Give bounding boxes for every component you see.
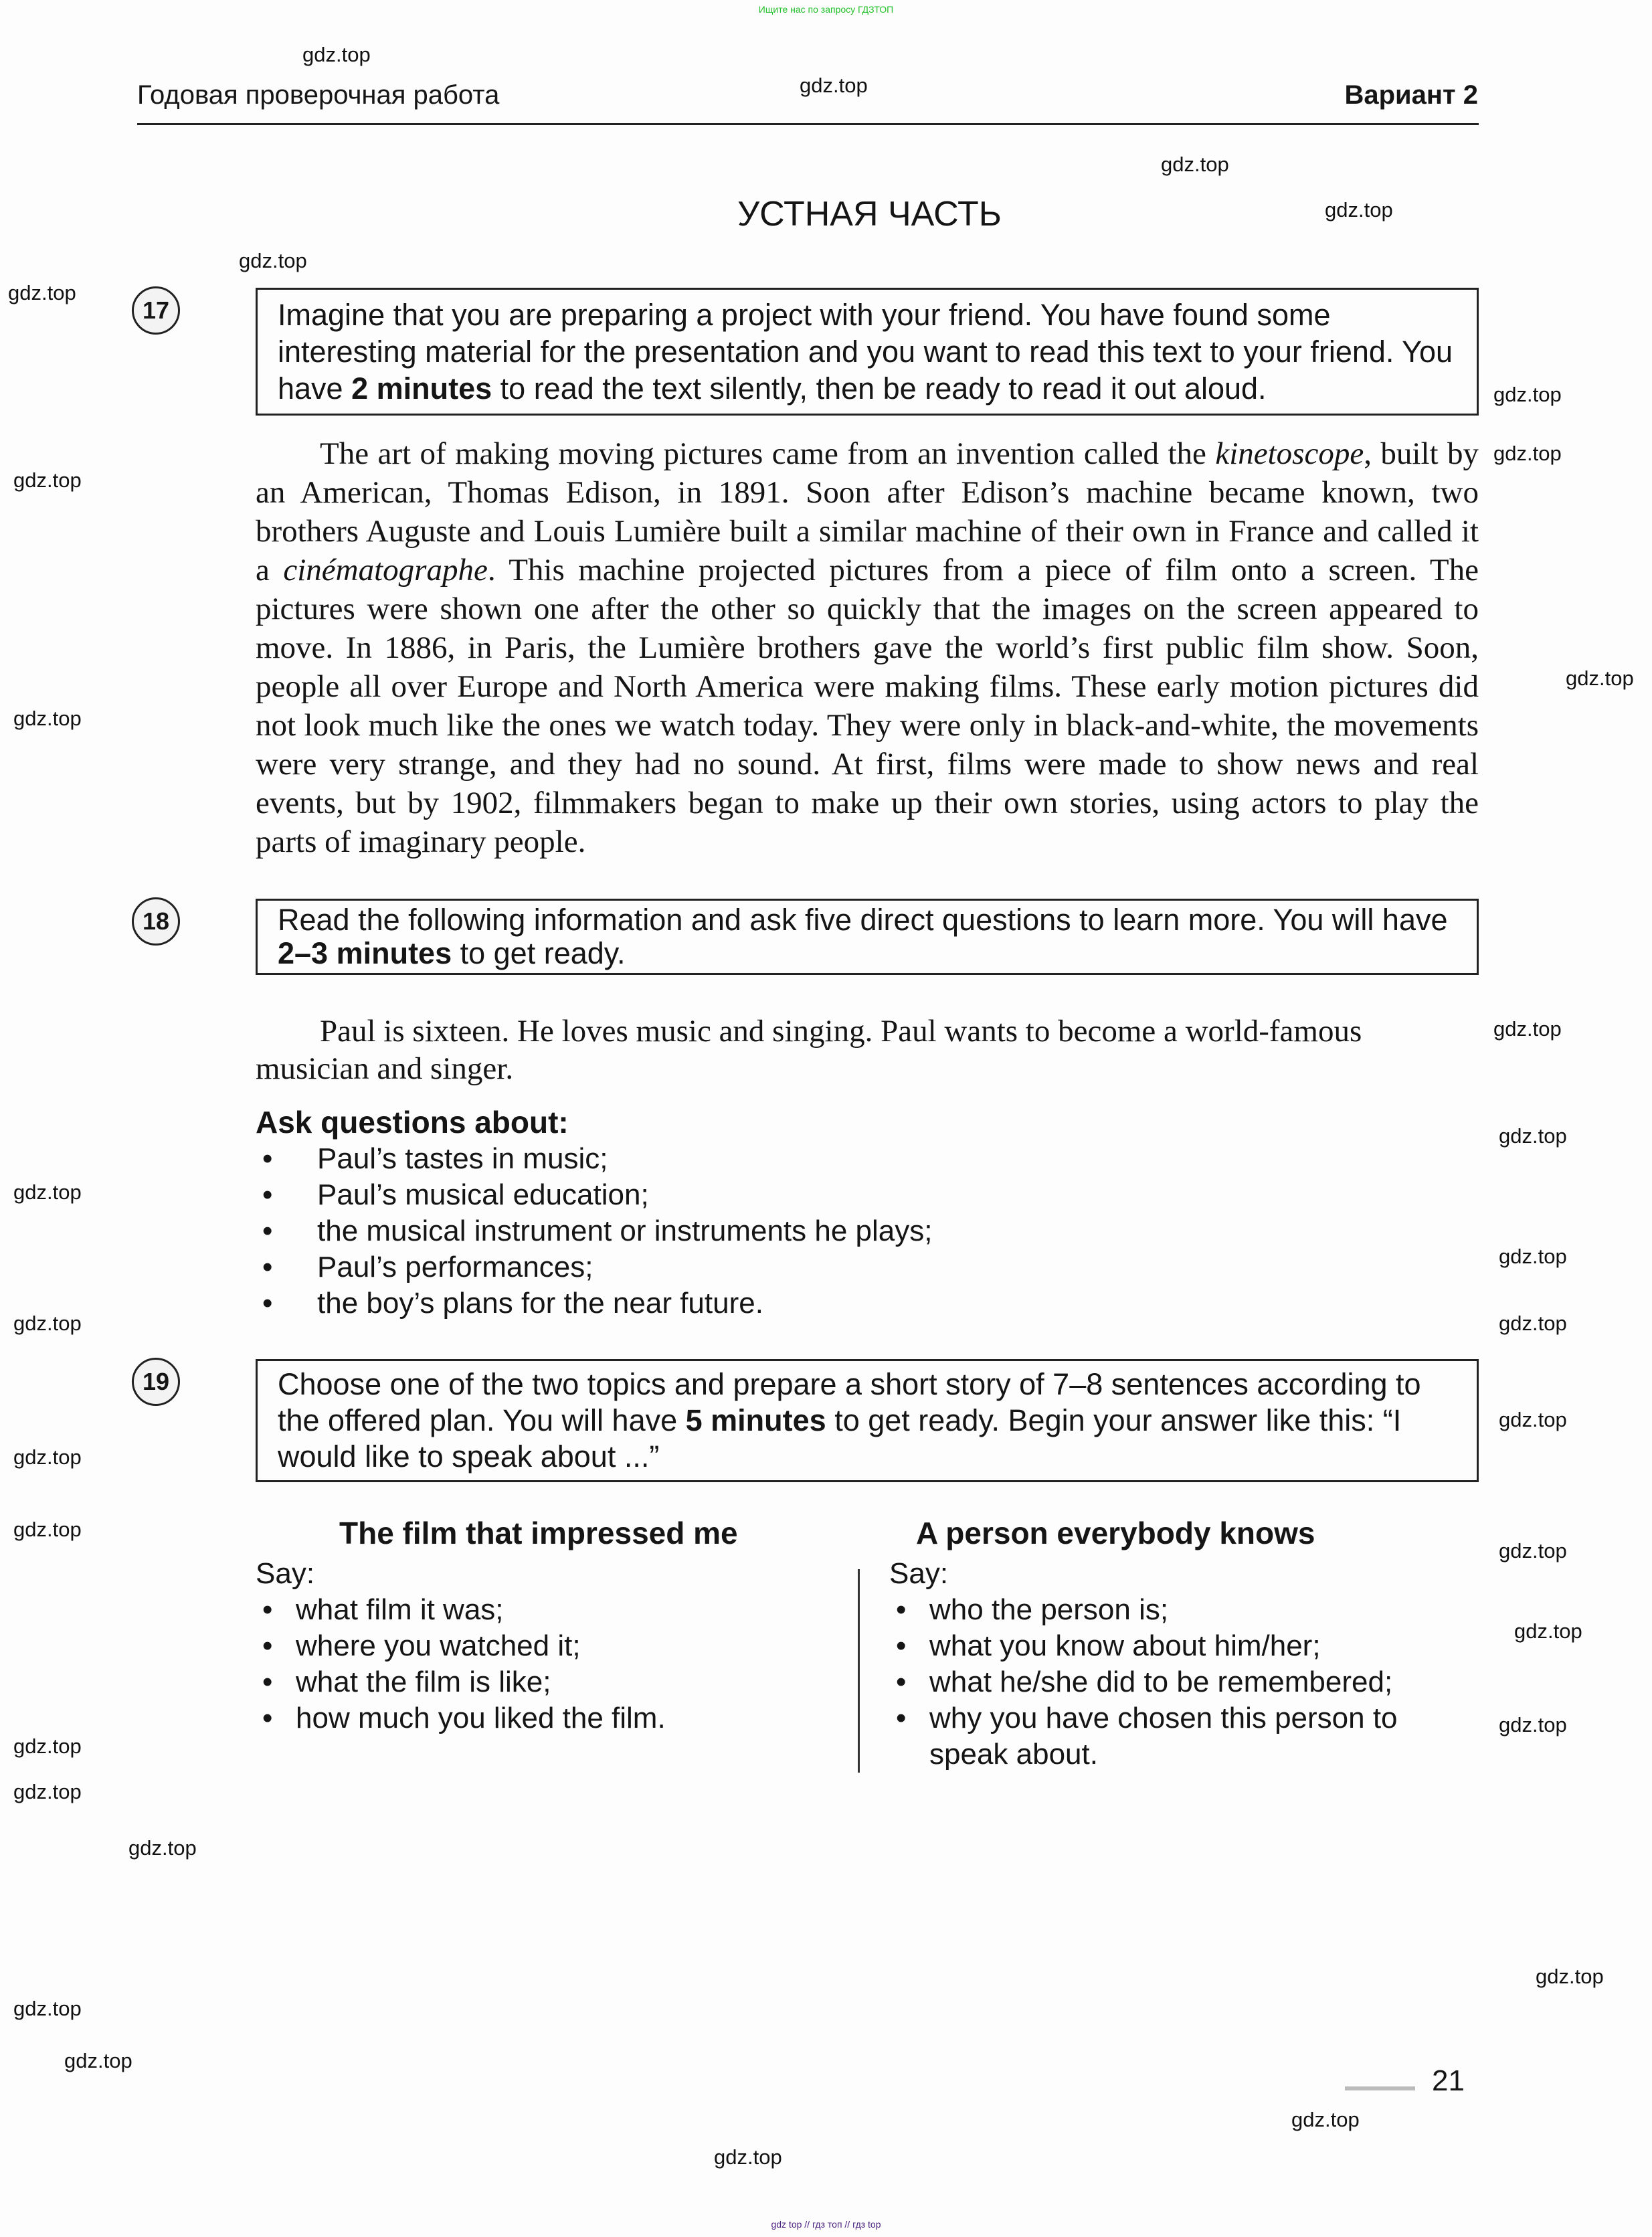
list-item: • Paul’s musical education; <box>256 1177 1479 1213</box>
watermark: gdz.top <box>1499 1713 1567 1736</box>
watermark: gdz.top <box>64 2049 132 2072</box>
watermark: gdz.top <box>1499 1245 1567 1268</box>
page-number: 21 <box>1432 2064 1465 2097</box>
ask-questions-title: Ask questions about: <box>256 1105 569 1140</box>
list-item: • how much you liked the film. <box>256 1700 858 1736</box>
page-number-bar <box>1345 2086 1415 2090</box>
list-item: • who the person is; <box>889 1592 1479 1628</box>
task18-instructions <box>256 899 1479 975</box>
instr-text: Imagine that you are preparing a project with your friend. You have found some interesting material for the presentation and you want to read this text to your friend. You have <box>278 298 1453 406</box>
instr-text: Read the following information and ask five direct questions to learn more. You will have <box>278 903 1448 937</box>
topic-points <box>889 1592 1479 1773</box>
watermark: gdz.top <box>302 43 371 66</box>
instr-time: 5 minutes <box>685 1403 826 1437</box>
passage-text: The art of making moving pictures came from an invention called the <box>320 436 1216 471</box>
instr-text: to read the text silently, then be ready to read it out aloud. <box>492 371 1267 406</box>
question-list <box>256 1141 1479 1322</box>
list-item: • why you have chosen this person to speak about. <box>889 1700 1479 1773</box>
task18-info: Paul is sixteen. He loves music and singing. Paul wants to become a world-famous musician and singer. <box>256 1014 1362 1086</box>
list-item: • where you watched it; <box>256 1628 858 1664</box>
task17-instructions <box>256 288 1479 416</box>
top-note: Ищите нас по запросу ГДЗТОП <box>758 4 894 15</box>
passage-italic: cinématographe <box>283 553 488 588</box>
task-number-19: 19 <box>132 1358 180 1406</box>
task-19 <box>142 1359 1479 1773</box>
watermark: gdz.top <box>1161 153 1229 176</box>
say-label: Say: <box>889 1557 949 1590</box>
page-content <box>142 288 1479 1773</box>
watermark: gdz.top <box>128 1836 197 1860</box>
watermark: gdz.top <box>13 1734 82 1758</box>
passage-text: , built by an American, Thomas Edison, in 1891. Soon after Edison’s machine became known, two brothers Auguste and Louis Lumière built a similar machine of their own in France and called it a <box>256 436 1479 588</box>
list-item: • what the film is like; <box>256 1664 858 1700</box>
list-item: • the boy’s plans for the near future. <box>256 1285 1479 1322</box>
watermark: gdz.top <box>1493 442 1562 465</box>
header-variant: Вариант 2 <box>1344 80 1478 110</box>
watermark: gdz.top <box>13 468 82 492</box>
instr-time: 2–3 minutes <box>278 936 452 970</box>
passage-italic: kinetoscope <box>1215 436 1364 471</box>
watermark: gdz.top <box>1566 666 1634 690</box>
watermark: gdz.top <box>13 1180 82 1204</box>
task17-passage <box>256 434 1479 861</box>
header-divider <box>137 123 1479 125</box>
bottom-note: gdz top // гдз топ // гдз top <box>771 2219 881 2230</box>
watermark: gdz.top <box>1493 1017 1562 1041</box>
topic-points <box>256 1592 858 1736</box>
watermark: gdz.top <box>1536 1965 1604 1988</box>
task-18 <box>142 899 1479 1322</box>
instr-text: to get ready. <box>452 936 626 970</box>
watermark: gdz.top <box>13 1445 82 1469</box>
task-17 <box>142 288 1479 861</box>
watermark: gdz.top <box>13 1518 82 1541</box>
watermark: gdz.top <box>1499 1539 1567 1562</box>
watermark: gdz.top <box>800 74 868 97</box>
watermark: gdz.top <box>714 2145 782 2169</box>
instr-text: to get ready. Begin your answer like this: “I would like to speak about ...” <box>278 1403 1402 1473</box>
watermark: gdz.top <box>1499 1312 1567 1335</box>
watermark: gdz.top <box>13 1312 82 1335</box>
watermark: gdz.top <box>1325 198 1393 221</box>
say-label: Say: <box>256 1557 315 1590</box>
list-item: • what he/she did to be remembered; <box>889 1664 1479 1700</box>
topic-2 <box>860 1514 1479 1773</box>
watermark: gdz.top <box>13 1997 82 2020</box>
watermark: gdz.top <box>1493 383 1562 406</box>
task-number-17: 17 <box>132 286 180 335</box>
watermark: gdz.top <box>1499 1124 1567 1148</box>
watermark: gdz.top <box>1499 1408 1567 1431</box>
watermark: gdz.top <box>1291 2108 1360 2131</box>
task-number-18: 18 <box>132 897 180 946</box>
instr-time: 2 minutes <box>351 371 492 406</box>
topic-title: A person everybody knows <box>916 1516 1315 1550</box>
list-item: • Paul’s tastes in music; <box>256 1141 1479 1177</box>
list-item: • Paul’s performances; <box>256 1249 1479 1285</box>
task19-instructions <box>256 1359 1479 1482</box>
watermark: gdz.top <box>13 1780 82 1803</box>
topic-columns <box>256 1514 1479 1773</box>
watermark: gdz.top <box>8 281 76 304</box>
list-item: • what you know about him/her; <box>889 1628 1479 1664</box>
list-item: • the musical instrument or instruments he plays; <box>256 1213 1479 1249</box>
topic-title: The film that impressed me <box>339 1516 738 1550</box>
watermark: gdz.top <box>239 249 307 272</box>
topic-1 <box>256 1514 858 1773</box>
passage-text: . This machine projected pictures from a piece of film onto a screen. The pictures were shown one after the other so quickly that the images on the screen appeared to move. In 1886, in Paris, the Lumière brothers gave the world’s first public film show. Soon, people all over Europe and North America were making films. These early motion pictures did not look much like the ones we watch today. They were only in black-and-white, the movements were very strange, and they had no sound. At first, films were made to show news and real events, but by 1902, filmmakers began to make up their own stories, using actors to play the parts of imaginary people. <box>256 553 1479 859</box>
watermark: gdz.top <box>13 707 82 730</box>
instr-text: Choose one of the two topics and prepare a short story of 7–8 sentences according to the offered plan. You will have <box>278 1367 1421 1437</box>
section-title: УСТНАЯ ЧАСТЬ <box>737 195 1002 234</box>
header-title: Годовая проверочная работа <box>137 80 500 110</box>
watermark: gdz.top <box>1514 1619 1582 1643</box>
list-item: • what film it was; <box>256 1592 858 1628</box>
